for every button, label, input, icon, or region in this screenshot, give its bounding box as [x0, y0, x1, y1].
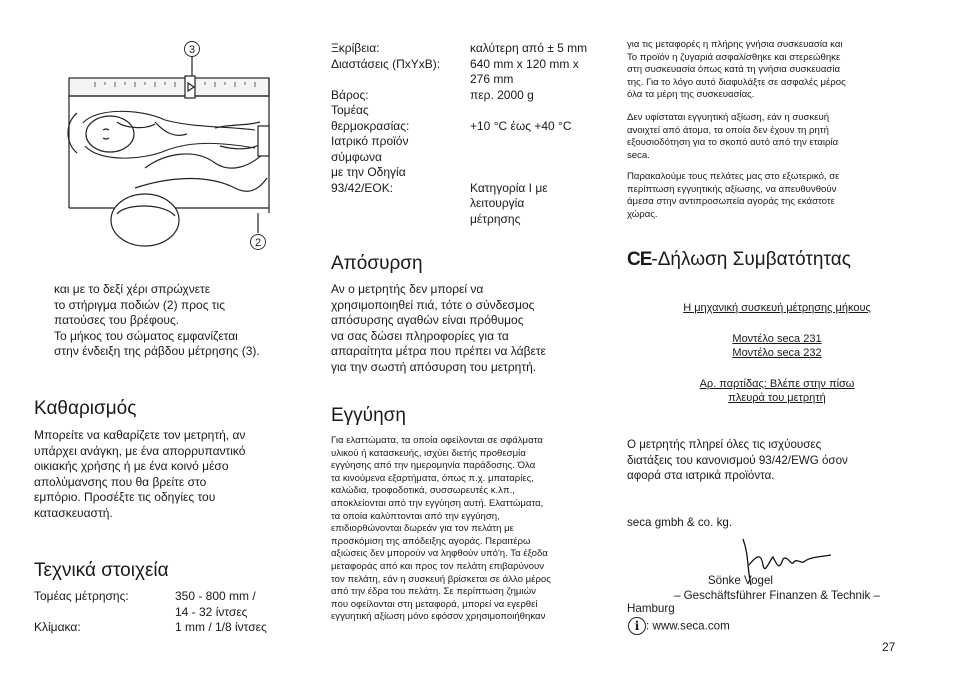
- warranty-line: Δεν υφίσταται εγγυητική αξίωση, εάν η συσκευή: [627, 112, 830, 123]
- warranty-line: seca.: [627, 149, 650, 161]
- intro-paragraph: [54, 282, 324, 360]
- spec-label: [331, 196, 470, 212]
- table-row: [34, 620, 267, 636]
- warranty-line: άμεσα στην αντιπροσωπεία αγοράς της εκάστοτε: [627, 196, 835, 208]
- warranty-heading: Εγγύηση: [331, 405, 406, 426]
- spec-value: [470, 103, 587, 119]
- warranty-line: επιδιορθώνονται δωρεάν για τον πελάτη με: [331, 523, 514, 535]
- declaration-block: [627, 301, 927, 405]
- warranty-line: αξιώσεις δεν μπορούν να ληφθούν υπό'η. Τα έξοδα: [331, 548, 548, 560]
- model-232: Μοντέλο seca 232: [732, 347, 822, 359]
- disposal-heading: Απόσυρση: [331, 253, 423, 274]
- table-row: [34, 605, 267, 621]
- cleaning-heading: Καθαρισμός: [34, 398, 137, 419]
- spec-label: [331, 72, 470, 88]
- intro-line: πατούσες του βρέφους.: [54, 313, 180, 327]
- spec-value: +10 °C έως +40 °C: [470, 118, 572, 133]
- spec-value: 14 - 32 ίντσες: [175, 604, 248, 619]
- spec-value: 276 mm: [470, 72, 514, 86]
- warranty-line: για τις μεταφορές η πλήρης γνήσια συσκευασία και: [627, 39, 843, 50]
- spec-label: [34, 605, 175, 621]
- table-row: [331, 134, 587, 150]
- signer-position: – Geschäftsführer Finanzen & Technik –: [673, 589, 880, 602]
- warranty-line: μεταφοράς από και προς τον πελάτη επιβαρύνουν: [331, 560, 545, 572]
- spec-value: καλύτερη από ± 5 mm: [470, 41, 588, 55]
- compliance-paragraph: [627, 437, 927, 484]
- spec-label: Ξκρίβεια:: [331, 41, 380, 55]
- declaration-title: -Δήλωση Συμβατότητας: [651, 249, 851, 270]
- disposal-paragraph: [331, 282, 621, 375]
- callout-3-label: 3: [188, 44, 196, 56]
- spec-label: Τομέας: [331, 103, 369, 117]
- cleaning-paragraph: [34, 428, 324, 521]
- spec-label: Ιατρικό προϊόν: [331, 134, 409, 148]
- batch-number-line-2: πλευρά του μετρητή: [728, 392, 826, 404]
- spec-label: Διαστάσεις (ΠxΥxΒ):: [331, 56, 441, 71]
- disposal-line: απόσυρσης αγαθών είναι πρόθυμος: [331, 313, 524, 327]
- warranty-line: Για ελαττώματα, τα οποία οφείλονται σε σφάλματα: [331, 435, 543, 446]
- warranty-line: τα κινούμενα εξαρτήματα, όπως π.χ. μπαταρίες,: [331, 472, 534, 484]
- warranty-line: περίπτωση εγγυητικής αξίωσης, να απευθυνθούν: [627, 183, 837, 195]
- table-row: [331, 150, 587, 166]
- cleaning-line: οικιακής χρήσης ή με ένα κοινό μέσο: [34, 459, 229, 473]
- cleaning-line: υπάρχει ανάγκη, με ένα απορρυπαντικό: [34, 443, 246, 458]
- table-row: [331, 196, 587, 212]
- spec-label: 93/42/ΕΟΚ:: [331, 180, 394, 195]
- warranty-paragraph: [331, 435, 621, 624]
- spec-label: Κλίμακα:: [34, 620, 81, 634]
- website-link[interactable]: : www.seca.com: [646, 619, 730, 633]
- warranty-line: Το προϊόν η ζυγαριά ασφαλίσθηκε και στερεώθηκε: [627, 51, 841, 63]
- table-row: [331, 165, 587, 181]
- spec-value: περ. 2000 g: [470, 87, 534, 102]
- warranty-line: καλώδια, τροφοδοτικά, συσσωρευτές κ.λπ.,: [331, 485, 515, 497]
- spec-value: λειτουργία: [470, 196, 525, 210]
- warranty-line: εξουσιοδότηση για το σκοπό αυτό από την εταιρία: [627, 137, 839, 149]
- spec-label: Τομέας μέτρησης:: [34, 589, 129, 603]
- callout-2-label: 2: [254, 237, 262, 249]
- warranty-line: αποκλείονται από την εγγύηση αυτή. Ελαττώματα,: [331, 497, 544, 509]
- cleaning-line: κατασκευαστή.: [34, 505, 113, 520]
- page-number: 27: [882, 640, 896, 654]
- intro-line: Το μήκος του σώματος εμφανίζεται: [54, 328, 238, 343]
- table-row: [331, 212, 587, 228]
- warranty-line: όλα τα μέρη της συσκευασίας.: [627, 89, 755, 101]
- cleaning-line: απολύμανσης που θα βρείτε στο: [34, 474, 207, 489]
- declaration-heading: [627, 249, 851, 271]
- company-name: seca gmbh & co. kg.: [627, 516, 733, 529]
- warranty-line: ανοιχτεί από άτομα, τα οποία δεν έχουν τη ρητή: [627, 124, 829, 136]
- disposal-line: για την σωστή απόσυρση του μετρητή.: [331, 359, 537, 374]
- batch-number-line-1: Αρ. παρτίδας: Βλέπε στην πίσω: [699, 378, 855, 390]
- warranty-line: στη συσκευασία όπως κατά τη γνήσια συσκευασία: [627, 64, 841, 76]
- foreign-customers-paragraph: [627, 171, 927, 221]
- intro-line: το στήριγμα ποδιών (2) προς τις: [54, 297, 225, 312]
- warranty-line: τον πελάτη, εάν η συσκευή βρίσκεται σε άλλο μέρος: [331, 573, 551, 585]
- spec-label: με την Οδηγία: [331, 165, 406, 179]
- warranty-line: εγγύησης από την ημερομηνία παράδοσης. Όλα: [331, 460, 536, 472]
- warranty-line: υλικού ή κατασκευής, ισχύει διετής προθεσμία: [331, 447, 526, 459]
- disposal-line: Αν ο μετρητής δεν μπορεί να: [331, 282, 484, 296]
- ce-mark: CE: [627, 249, 652, 270]
- model-231: Μοντέλο seca 231: [732, 333, 822, 345]
- spec-value: 350 - 800 mm /: [175, 589, 256, 603]
- warranty-line: εγγυητική αξίωση μόνο εφόσον χρησιμοποιήθηκαν: [331, 611, 546, 623]
- disposal-line: χρησιμοποιηθεί πιά, τότε ο σύνδεσμος: [331, 297, 535, 312]
- info-icon: i: [628, 617, 646, 635]
- warranty-line: της. Για το λόγο αυτό διαφυλάξτε σε ασφαλές μέρος: [627, 76, 846, 88]
- spec-value: Κατηγορία I με: [470, 180, 548, 195]
- technical-data-table: [34, 589, 267, 636]
- cleaning-line: Μπορείτε να καθαρίζετε τον μετρητή, αν: [34, 428, 246, 442]
- city: Hamburg: [627, 602, 675, 615]
- disposal-line: να σας δώσει πληροφορίες για τα: [331, 328, 509, 343]
- measuring-illustration: [55, 38, 285, 260]
- compliance-line: αφορά στα ιατρικά προϊόντα.: [627, 469, 775, 482]
- spec-value: [470, 150, 587, 166]
- warranty-line: τα οποία καλύπτονται από την εγγύηση,: [331, 510, 500, 522]
- signer-name: Sönke Vogel: [707, 574, 773, 587]
- spec-value: 640 mm x 120 mm x: [470, 56, 579, 71]
- spec-label: Βάρος:: [331, 87, 369, 102]
- warranty-line: που οφείλονται στη μεταφορά, μπορεί να εγερθεί: [331, 598, 538, 610]
- disposal-line: απαραίτητα μέτρα που πρέπει να λάβετε: [331, 344, 546, 358]
- spec-label: [331, 212, 470, 228]
- table-row: [331, 72, 587, 88]
- spec-label: σύμφωνα: [331, 149, 382, 164]
- warranty-line: από την έδρα του πελάτη. Σε περίπτωση ζημιών: [331, 586, 536, 598]
- specifications-table: [331, 41, 587, 227]
- baby-measuring-drawing: [55, 38, 285, 260]
- warranty-continued-paragraph: [627, 39, 927, 102]
- spec-value: [470, 165, 587, 181]
- warranty-line: χώρας.: [627, 208, 658, 220]
- cleaning-line: εμπόριο. Προσέξτε τις οδηγίες του: [34, 490, 216, 504]
- spec-label: θερμοκρασίας:: [331, 118, 410, 133]
- device-description: Η μηχανική συσκευή μέτρησης μήκους: [683, 302, 871, 314]
- table-row: [331, 181, 587, 197]
- spec-value: [470, 134, 587, 150]
- spec-value: μέτρησης: [470, 211, 521, 226]
- table-row: [331, 41, 587, 57]
- table-row: [331, 57, 587, 73]
- intro-line: και με το δεξί χέρι σπρώχνετε: [54, 282, 211, 296]
- compliance-line: διατάξεις του κανονισμού 93/42/EWG όσον: [627, 453, 848, 467]
- technical-data-heading: Τεχνικά στοιχεία: [34, 560, 169, 581]
- table-row: [331, 119, 587, 135]
- warranty-line: Παρακαλούμε τους πελάτες μας στο εξωτερικό, σε: [627, 171, 840, 182]
- table-row: [331, 103, 587, 119]
- website-line: [628, 617, 730, 635]
- table-row: [34, 589, 267, 605]
- compliance-line: Ο μετρητής πληρεί όλες τις ισχύουσες: [627, 438, 822, 451]
- intro-line: στην ένδειξη της ράβδου μέτρησης (3).: [54, 344, 260, 358]
- warranty-exclusion-paragraph: [627, 112, 927, 162]
- warranty-line: προσκόμιση της απόδειξης αγοράς. Περαιτέρω: [331, 535, 531, 547]
- spec-value: 1 mm / 1/8 ίντσες: [175, 620, 267, 634]
- table-row: [331, 88, 587, 104]
